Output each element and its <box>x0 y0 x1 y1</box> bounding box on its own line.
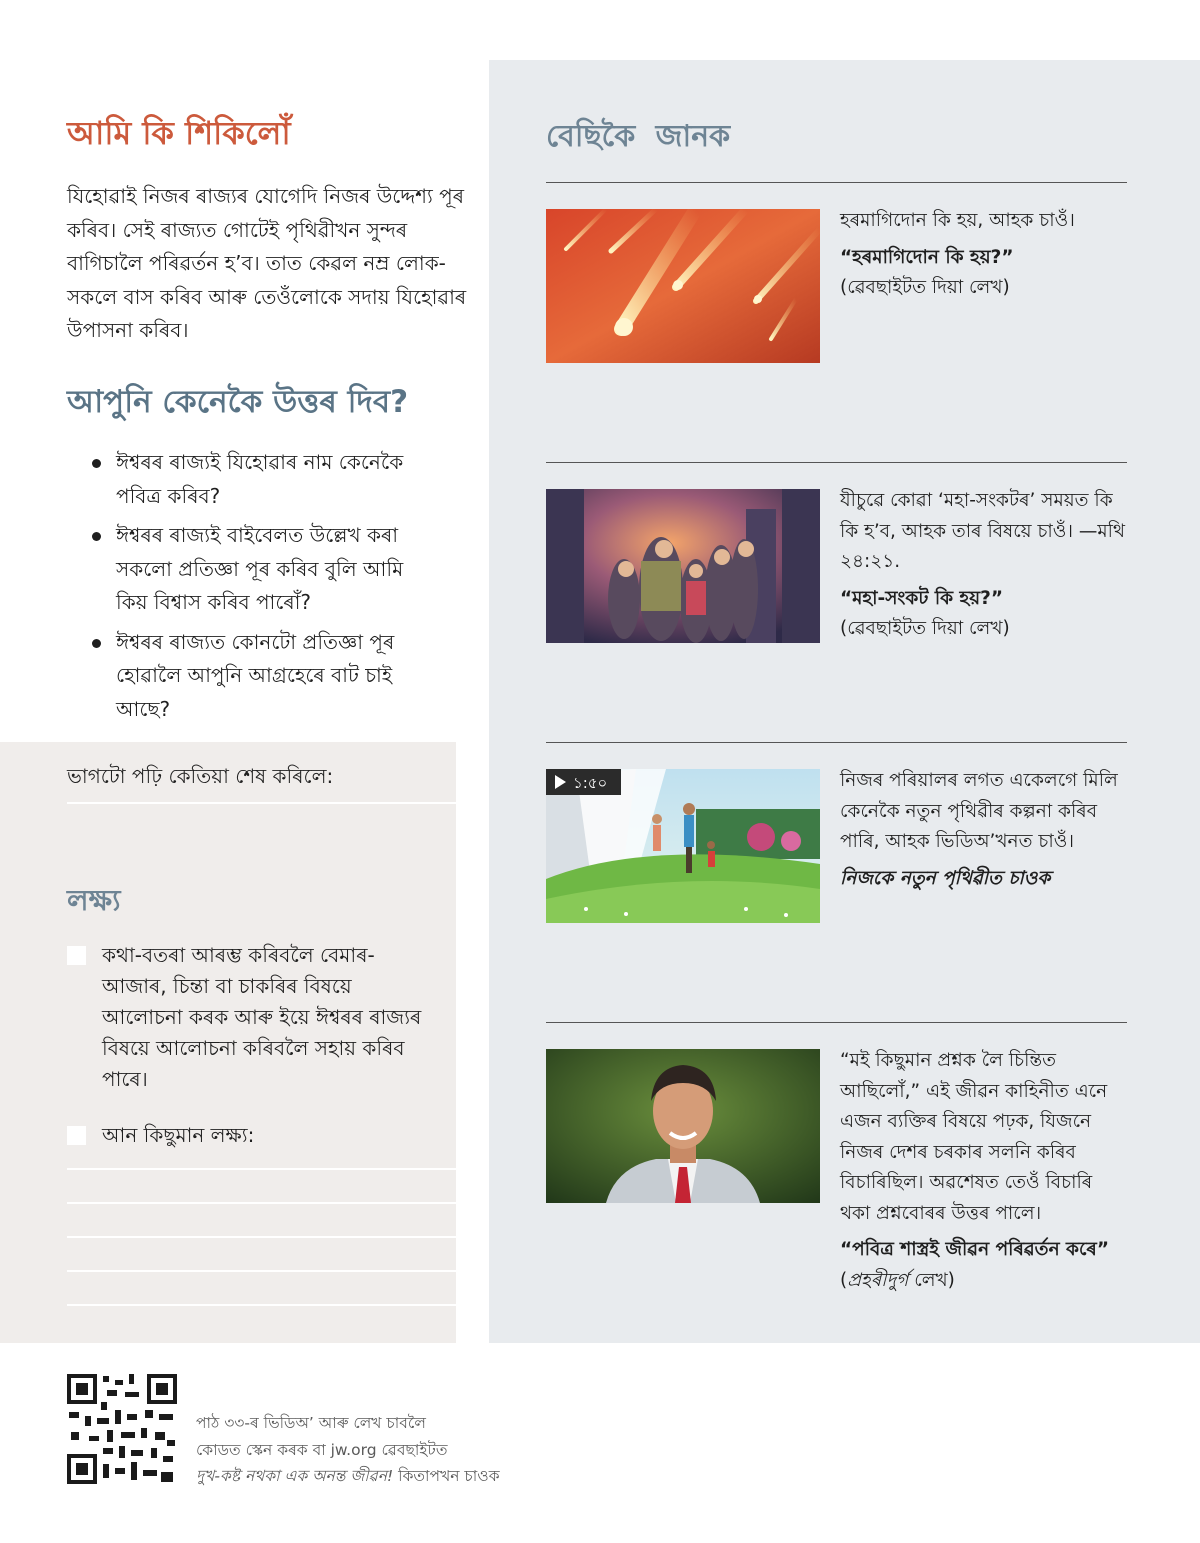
meteor-image[interactable] <box>546 209 820 363</box>
writing-line[interactable] <box>67 1168 456 1170</box>
question-list <box>92 446 432 732</box>
divider <box>546 182 1127 183</box>
finished-date-label: ভাগটো পঢ়ি কেতিয়া শেষ কৰিলে: <box>67 764 334 788</box>
goal-text: আন কিছুমান লক্ষ্য: <box>102 1123 255 1147</box>
article-item <box>840 486 1125 645</box>
footer-line: পাঠ ৩৩-ৰ ভিডিঅ’ আৰু লেখ চাবলৈ <box>196 1414 426 1432</box>
item-title-link[interactable]: “মহা-সংকট কি হয়?” <box>840 587 1004 609</box>
item-source: (প্ৰহৰীদুৰ্গ লেখ) <box>840 1269 955 1291</box>
video-thumbnail[interactable] <box>546 769 820 923</box>
divider <box>546 742 1127 743</box>
item-source: (ৱেবছাইটত দিয়া লেখ) <box>840 618 1010 639</box>
footer-line: কোডত স্কেন কৰক বা jw.org ৱেবছাইটত <box>196 1440 448 1459</box>
footer-note <box>196 1410 500 1490</box>
footer-line: দুখ-কষ্ট নথকা এক অনন্ত জীৱন! কিতাপখন চাওক <box>196 1467 500 1485</box>
item-description: হৰমাগিদোন কি হয়, আহক চাওঁ। <box>840 210 1075 231</box>
summary-title: আমি কি শিকিলোঁ <box>67 114 291 152</box>
article-item <box>840 206 1125 304</box>
qr-code[interactable] <box>67 1374 177 1484</box>
item-source: (ৱেবছাইটত দিয়া লেখ) <box>840 277 1010 298</box>
summary-text: যিহোৱাই নিজৰ ৰাজ্যৰ যোগেদি নিজৰ উদ্দেশ্য পূৰ কৰিব। সেই ৰাজ্যত গোটেই পৃথিৱীখন সুন্দৰ বাগিচালৈ পৰিৱৰ্তন হ’ব। তাত কেৱল নম্ৰ লোক-সকলে বাস কৰিব আৰু তেওঁলোকে সদায় যিহোৱাৰ উপাসনা কৰিব। <box>67 184 467 342</box>
goal-item <box>67 1120 427 1151</box>
item-description: নিজৰ পৰিয়ালৰ লগত একেলগে মিলি কেনেকৈ নতুন পৃথিৱীৰ কল্পনা কৰিব পাৰি, আহক ভিডিঅ’খনত চাওঁ। <box>840 770 1118 852</box>
video-duration: ১:৫০ <box>573 774 608 792</box>
video-item <box>840 766 1125 894</box>
item-description: “মই কিছুমান প্ৰশ্নক লৈ চিন্তিত আছিলোঁ,” এই জীৱন কাহিনীত এনে এজন ব্যক্তিৰ বিষয়ে পঢ়ক, যিজনে নিজৰ দেশৰ চৰকাৰ সলনি কৰিব বিচাৰিছিল। অৱশেষত তেওঁ বিচাৰি থকা প্ৰশ্নবোৰৰ উত্তৰ পালে। <box>840 1050 1108 1224</box>
writing-line[interactable] <box>67 1202 456 1204</box>
book-title: দুখ-কষ্ট নথকা এক অনন্ত জীৱন! <box>196 1467 394 1485</box>
goal-item <box>67 940 427 1095</box>
family-crisis-image[interactable] <box>546 489 820 643</box>
item-title[interactable]: “পবিত্ৰ শাস্ত্ৰই জীৱন পৰিৱৰ্তন কৰে” <box>840 1239 1110 1260</box>
article-item <box>840 1046 1125 1296</box>
question-item: ঈশ্বৰৰ ৰাজ্যই বাইবেলত উল্লেখ কৰা সকলো প্ৰতিজ্ঞা পূৰ কৰিব বুলি আমি কিয় বিশ্বাস কৰিব পাৰোঁ? <box>92 519 432 620</box>
date-line[interactable] <box>67 802 456 804</box>
writing-line[interactable] <box>67 1236 456 1238</box>
portrait-image[interactable] <box>546 1049 820 1203</box>
item-title-link[interactable]: নিজকে নতুন পৃথিৱীত চাওক <box>840 867 1051 889</box>
writing-line[interactable] <box>67 1304 456 1306</box>
divider <box>546 1022 1127 1023</box>
writing-line[interactable] <box>67 1270 456 1272</box>
goal-text: কথা-বতৰা আৰম্ভ কৰিবলৈ বেমাৰ-আজাৰ, চিন্তা বা চাকৰিৰ বিষয়ে আলোচনা কৰক আৰু ইয়ে ঈশ্বৰৰ ৰাজ্যৰ বিষয়ে আলোচনা কৰিবলৈ সহায় কৰিব পাৰে। <box>102 943 422 1091</box>
goal-title: লক্ষ্য <box>67 883 121 917</box>
answer-title: আপুনি কেনেকৈ উত্তৰ দিব? <box>67 384 409 420</box>
question-item: ঈশ্বৰৰ ৰাজ্যই যিহোৱাৰ নাম কেনেকৈ পবিত্ৰ কৰিব? <box>92 446 432 513</box>
learn-more-title: বেছিকৈ জানক <box>546 119 731 154</box>
goal-checkbox[interactable] <box>67 1126 86 1145</box>
item-title-link[interactable] <box>840 1235 1125 1296</box>
divider <box>546 462 1127 463</box>
goal-checkbox[interactable] <box>67 946 86 965</box>
item-description: যীচুৱে কোৱা ‘মহা-সংকটৰ’ সময়ত কি কি হ’ব, আহক তাৰ বিষয়ে চাওঁ। —মথি ২৪:২১. <box>840 490 1125 572</box>
question-item: ঈশ্বৰৰ ৰাজ্যত কোনটো প্ৰতিজ্ঞা পূৰ হোৱালৈ আপুনি আগ্ৰহেৰে বাট চাই আছে? <box>92 626 432 727</box>
item-title-link[interactable]: “হৰমাগিদোন কি হয়?” <box>840 246 1014 268</box>
